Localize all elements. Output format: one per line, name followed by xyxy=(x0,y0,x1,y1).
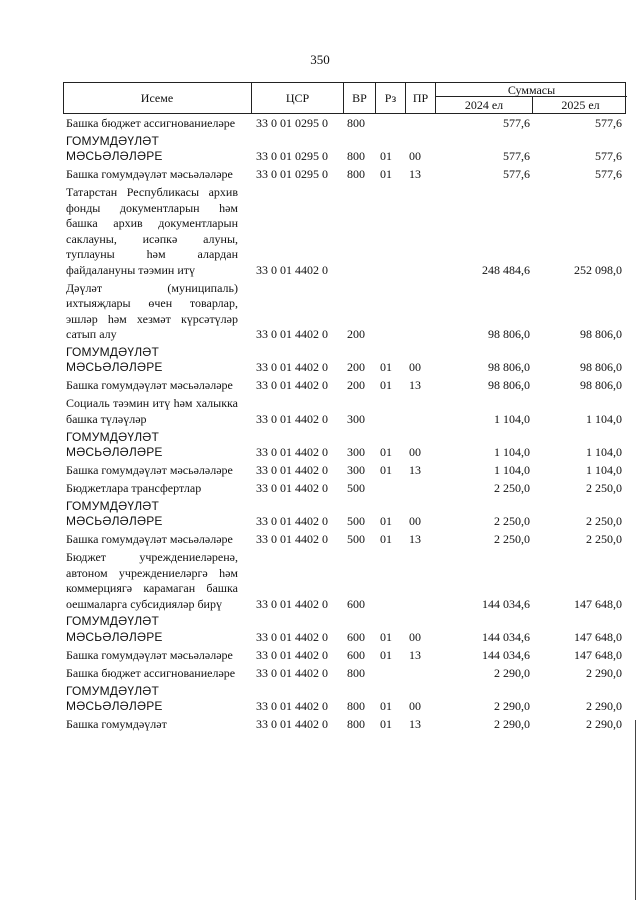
row-csr: 33 0 01 4402 0 xyxy=(256,480,328,495)
row-pr: 00 xyxy=(409,629,421,644)
row-name: Башка гомумдәүләт мәсьәләләре xyxy=(66,463,233,478)
row-csr: 33 0 01 4402 0 xyxy=(256,262,328,277)
row-sum-2024: 98 806,0 xyxy=(488,327,530,342)
table-row xyxy=(66,430,626,461)
table-row xyxy=(66,396,626,427)
row-rz: 01 xyxy=(380,167,392,182)
row-rz: 01 xyxy=(380,149,392,164)
row-csr: 33 0 01 0295 0 xyxy=(256,167,328,182)
row-vr: 500 xyxy=(347,480,365,495)
row-vr: 300 xyxy=(347,411,365,426)
row-sum-2024: 1 104,0 xyxy=(494,445,530,460)
row-csr: 33 0 01 4402 0 xyxy=(256,463,328,478)
row-sum-2024: 577,6 xyxy=(503,167,530,182)
row-sum-2024: 2 250,0 xyxy=(494,480,530,495)
table-body xyxy=(66,116,626,735)
row-vr: 300 xyxy=(347,445,365,460)
row-sum-2024: 2 290,0 xyxy=(494,717,530,732)
row-name: Башка гомумдәүләт мәсьәләләре xyxy=(66,378,233,393)
row-sum-2025: 577,6 xyxy=(595,149,622,164)
row-vr: 600 xyxy=(347,596,365,611)
row-sum-2025: 98 806,0 xyxy=(580,327,622,342)
row-sum-2024: 2 290,0 xyxy=(494,665,530,680)
table-row xyxy=(66,116,626,132)
row-csr: 33 0 01 4402 0 xyxy=(256,445,328,460)
row-sum-2024: 98 806,0 xyxy=(488,360,530,375)
row-sum-2024: 577,6 xyxy=(503,149,530,164)
row-name: ГОМУМДӘҮЛӘТ МӘСЬӘЛӘЛӘРЕ xyxy=(66,614,163,644)
row-sum-2025: 2 250,0 xyxy=(586,514,622,529)
row-name: ГОМУМДӘҮЛӘТ МӘСЬӘЛӘЛӘРЕ xyxy=(66,133,163,164)
table-row xyxy=(66,684,626,715)
row-rz: 01 xyxy=(380,532,392,547)
row-vr: 300 xyxy=(347,463,365,478)
row-vr: 800 xyxy=(347,665,365,680)
row-pr: 13 xyxy=(409,463,421,478)
header-year-2025: 2025 ел xyxy=(532,97,628,114)
header-sums: Суммасы xyxy=(436,83,627,97)
scan-edge-line xyxy=(635,720,636,900)
row-sum-2024: 144 034,6 xyxy=(482,596,530,611)
row-csr: 33 0 01 4402 0 xyxy=(256,596,328,611)
row-csr: 33 0 01 4402 0 xyxy=(256,532,328,547)
row-rz: 01 xyxy=(380,378,392,393)
table-row xyxy=(66,648,626,664)
row-rz: 01 xyxy=(380,717,392,732)
row-rz: 01 xyxy=(380,360,392,375)
row-rz: 01 xyxy=(380,647,392,662)
row-pr: 00 xyxy=(409,149,421,164)
row-sum-2025: 577,6 xyxy=(595,167,622,182)
table-row xyxy=(66,499,626,530)
header-pr: ПР xyxy=(405,83,435,113)
row-sum-2024: 1 104,0 xyxy=(494,411,530,426)
row-sum-2024: 577,6 xyxy=(503,116,530,130)
table-row xyxy=(66,463,626,479)
row-rz: 01 xyxy=(380,629,392,644)
row-pr: 00 xyxy=(409,514,421,529)
row-vr: 200 xyxy=(347,378,365,393)
row-name: Бюджет учреждениеләренә, автоном учреждениеләргә һәм коммерциягә карамаган башка оешмаларга субсидияләр бирү xyxy=(66,550,238,611)
row-pr: 13 xyxy=(409,647,421,662)
row-vr: 800 xyxy=(347,167,365,182)
row-sum-2025: 1 104,0 xyxy=(586,463,622,478)
header-vr: ВР xyxy=(343,83,375,113)
row-name: ГОМУМДӘҮЛӘТ МӘСЬӘЛӘЛӘРЕ xyxy=(66,683,163,714)
row-csr: 33 0 01 4402 0 xyxy=(256,647,328,662)
row-csr: 33 0 01 4402 0 xyxy=(256,717,328,732)
row-rz: 01 xyxy=(380,445,392,460)
row-rz: 01 xyxy=(380,514,392,529)
row-name: Башка гомумдәүләт мәсьәләләре xyxy=(66,532,233,547)
row-sum-2024: 144 034,6 xyxy=(482,647,530,662)
row-pr: 13 xyxy=(409,717,421,732)
row-sum-2025: 2 290,0 xyxy=(586,717,622,732)
row-csr: 33 0 01 4402 0 xyxy=(256,327,328,342)
table-row xyxy=(66,378,626,394)
row-sum-2025: 147 648,0 xyxy=(574,596,622,611)
row-sum-2025: 1 104,0 xyxy=(586,445,622,460)
row-sum-2025: 2 290,0 xyxy=(586,699,622,714)
row-name: Социаль тәэмин итү һәм халыкка башка түләүләр xyxy=(66,396,238,426)
row-name: Башка бюджет ассигнованиеләре xyxy=(66,116,236,130)
row-vr: 200 xyxy=(347,360,365,375)
header-csr: ЦСР xyxy=(251,83,343,113)
row-pr: 13 xyxy=(409,167,421,182)
table-row xyxy=(66,532,626,548)
row-sum-2024: 248 484,6 xyxy=(482,262,530,277)
table-row xyxy=(66,666,626,682)
row-pr: 00 xyxy=(409,360,421,375)
row-name: ГОМУМДӘҮЛӘТ МӘСЬӘЛӘЛӘРЕ xyxy=(66,498,163,529)
row-name: ГОМУМДӘҮЛӘТ МӘСЬӘЛӘЛӘРЕ xyxy=(66,429,163,460)
row-sum-2024: 1 104,0 xyxy=(494,463,530,478)
row-vr: 500 xyxy=(347,532,365,547)
row-csr: 33 0 01 4402 0 xyxy=(256,378,328,393)
row-sum-2025: 147 648,0 xyxy=(574,629,622,644)
table-row xyxy=(66,550,626,612)
table-row xyxy=(66,345,626,376)
row-vr: 600 xyxy=(347,647,365,662)
row-name: Татарстан Республикасы архив фонды документларын һәм башка архив документларын саклауны, исәпкә алуны, туплауны һәм алардан файдалануны тәэмин итү xyxy=(66,185,238,277)
row-name: Башка гомумдәүләт xyxy=(66,717,167,732)
row-csr: 33 0 01 4402 0 xyxy=(256,665,328,680)
table-header xyxy=(63,82,626,114)
header-year-2024: 2024 ел xyxy=(464,98,504,112)
row-sum-2025: 577,6 xyxy=(595,116,622,130)
row-sum-2025: 98 806,0 xyxy=(580,378,622,393)
table-row xyxy=(66,167,626,183)
row-sum-2025: 98 806,0 xyxy=(580,360,622,375)
row-vr: 800 xyxy=(347,116,365,130)
row-csr: 33 0 01 4402 0 xyxy=(256,629,328,644)
row-name: Башка гомумдәүләт мәсьәләләре xyxy=(66,647,233,662)
row-sum-2024: 144 034,6 xyxy=(482,629,530,644)
row-name: Башка бюджет ассигнованиеләре xyxy=(66,665,236,680)
row-rz: 01 xyxy=(380,463,392,478)
row-sum-2024: 98 806,0 xyxy=(488,378,530,393)
header-rz: Рз xyxy=(375,83,405,113)
row-pr: 13 xyxy=(409,532,421,547)
row-csr: 33 0 01 4402 0 xyxy=(256,514,328,529)
row-pr: 13 xyxy=(409,378,421,393)
row-sum-2024: 2 250,0 xyxy=(494,532,530,547)
row-sum-2025: 2 250,0 xyxy=(586,532,622,547)
header-name: Исеме xyxy=(140,90,174,105)
row-vr: 800 xyxy=(347,699,365,714)
row-sum-2025: 1 104,0 xyxy=(586,411,622,426)
row-vr: 800 xyxy=(347,149,365,164)
row-vr: 800 xyxy=(347,717,365,732)
row-name: ГОМУМДӘҮЛӘТ МӘСЬӘЛӘЛӘРЕ xyxy=(66,344,163,375)
table-row xyxy=(66,185,626,278)
row-sum-2025: 2 290,0 xyxy=(586,665,622,680)
row-name: Бюджетлара трансфертлар xyxy=(66,480,202,495)
row-sum-2024: 2 290,0 xyxy=(494,699,530,714)
row-csr: 33 0 01 0295 0 xyxy=(256,149,328,164)
row-csr: 33 0 01 4402 0 xyxy=(256,360,328,375)
row-vr: 500 xyxy=(347,514,365,529)
table-row xyxy=(66,717,626,733)
row-sum-2025: 2 250,0 xyxy=(586,480,622,495)
row-name: Башка гомумдәүләт мәсьәләләре xyxy=(66,167,233,182)
row-csr: 33 0 01 4402 0 xyxy=(256,699,328,714)
table-row xyxy=(66,614,626,645)
table-row xyxy=(66,481,626,497)
table-row xyxy=(66,134,626,165)
row-vr: 600 xyxy=(347,629,365,644)
row-sum-2025: 147 648,0 xyxy=(574,647,622,662)
row-pr: 00 xyxy=(409,699,421,714)
table-row xyxy=(66,281,626,343)
header-sums-group xyxy=(435,83,627,113)
row-sum-2024: 2 250,0 xyxy=(494,514,530,529)
row-rz: 01 xyxy=(380,699,392,714)
row-vr: 200 xyxy=(347,327,365,342)
row-pr: 00 xyxy=(409,445,421,460)
row-sum-2025: 252 098,0 xyxy=(574,262,622,277)
row-name: Дәүләт (муниципаль) ихтыяҗлары өчен товарлар, эшләр һәм хезмәт күрсәтүләр сатып алу xyxy=(66,280,238,342)
row-csr: 33 0 01 0295 0 xyxy=(256,116,328,130)
row-csr: 33 0 01 4402 0 xyxy=(256,411,328,426)
page-number: 350 xyxy=(310,52,330,67)
